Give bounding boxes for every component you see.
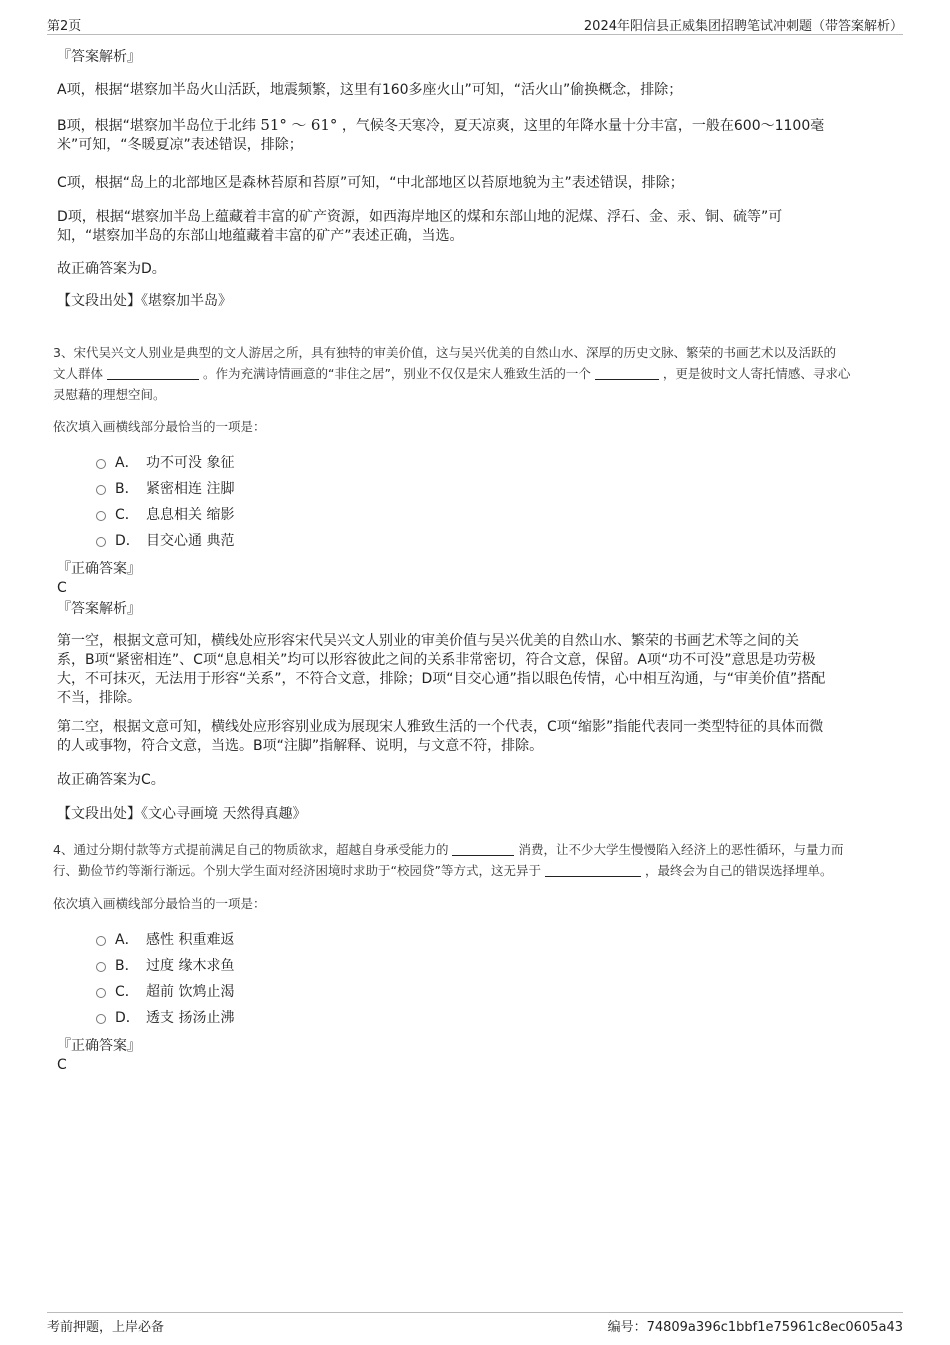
q4-option-d[interactable]: D． 透支 扬汤止沸 <box>57 1005 357 1031</box>
analysis-option-a: A项，根据“堪察加半岛火山活跃，地震频繁，这里有160多座火山”可知，“活火山”偷换概念，排除； <box>57 82 683 98</box>
question-4-stem <box>53 839 898 881</box>
document-title: 2024年阳信县正威集团招聘笔试冲刺题（带答案解析） <box>583 19 903 34</box>
analysis-b-text-2: ，气候冬天寒冷，夏天凉爽，这里的年降水量十分丰富，一般在600～1100毫 <box>341 118 825 134</box>
q3-option-c[interactable]: C． 息息相关 缩影 <box>57 502 357 528</box>
q3-stem-line-1: 3、宋代吴兴文人别业是典型的文人游居之所，具有独特的审美价值，这与吴兴优美的自然山水、深厚的历史文脉、繁荣的书画艺术以及活跃的 <box>53 345 836 360</box>
correct-answer: C <box>57 580 67 596</box>
q4-option-a[interactable]: A． 感性 积重难返 <box>57 927 357 953</box>
radio-button[interactable] <box>96 511 106 521</box>
conclusion: 故正确答案为C。 <box>57 772 165 788</box>
analysis-b-text-1: B项，根据“堪察加半岛位于北纬 <box>57 118 256 134</box>
analysis-d-line-2: 知，“堪察加半岛的东部山地蕴藏着丰富的矿产”表述正确，当选。 <box>57 228 464 244</box>
tilde: ～ <box>291 116 307 134</box>
blank-1 <box>107 365 199 380</box>
radio-button[interactable] <box>96 459 106 469</box>
blank-2 <box>545 862 641 877</box>
analysis-heading: 『答案解析』 <box>57 49 141 65</box>
correct-answer: C <box>57 1057 67 1073</box>
conclusion: 故正确答案为D。 <box>57 261 166 277</box>
analysis-option-d <box>57 208 782 246</box>
q4-stem-line-2b: ，最终会为自己的错误选择埋单。 <box>644 863 833 878</box>
q3-analysis-paragraph-2: 第二空，根据文意可知，横线处应形容别业成为展现宋人雅致生活的一个代表，C项“缩影”指能代表同一类型特征的具体而微 的人或事物，符合文意，当选。B项“注脚”指解释、说明，与文意不符，排除。 <box>57 719 824 754</box>
q4-options <box>57 927 357 1031</box>
blank-1 <box>452 841 514 856</box>
radio-button[interactable] <box>96 962 106 972</box>
q4-option-c[interactable]: C． 超前 饮鸩止渴 <box>57 979 357 1005</box>
q3-options <box>57 450 357 554</box>
q3-stem-line-2c: ，更是彼时文人寄托情感、寻求心 <box>662 366 851 381</box>
q4-instruction: 依次填入画横线部分最恰当的一项是： <box>53 896 266 911</box>
correct-answer-heading: 『正确答案』 <box>57 1038 141 1054</box>
latitude-end: 61° <box>310 116 338 134</box>
footer-slogan: 考前押题，上岸必备 <box>47 1320 165 1335</box>
q3-stem-line-2b: 。作为充满诗情画意的“非住之居”，别业不仅仅是宋人雅致生活的一个 <box>202 366 591 381</box>
analysis-option-b <box>57 116 897 155</box>
page-footer <box>47 1312 903 1335</box>
q3-option-a[interactable]: A． 功不可没 象征 <box>57 450 357 476</box>
page-header <box>47 12 903 35</box>
q4-stem-line-1b: 消费，让不少大学生慢慢陷入经济上的恶性循环，与量力而 <box>518 842 844 857</box>
correct-answer-heading: 『正确答案』 <box>57 561 141 577</box>
analysis-d-line-1: D项，根据“堪察加半岛上蕴藏着丰富的矿产资源，如西海岸地区的煤和东部山地的泥煤、浮石、金、汞、铜、硫等”可 <box>57 209 783 225</box>
blank-2 <box>595 365 659 380</box>
source-citation: 【文段出处】《堪察加半岛》 <box>57 293 232 309</box>
question-3-stem <box>53 342 898 405</box>
q3-option-d[interactable]: D． 目交心通 典范 <box>57 528 357 554</box>
q3-option-b[interactable]: B． 紧密相连 注脚 <box>57 476 357 502</box>
radio-button[interactable] <box>96 485 106 495</box>
analysis-option-c: C项，根据“岛上的北部地区是森林苔原和苔原”可知，“中北部地区以苔原地貌为主”表述错误，排除； <box>57 175 684 191</box>
q3-analysis-paragraph-1: 第一空，根据文意可知，横线处应形容宋代吴兴文人别业的审美价值与吴兴优美的自然山水、繁荣的书画艺术等之间的关 系，B项“紧密相连”、C项“息息相关”均可以形容彼此之间的关系非常密切，符合文意，保留。A项“功不可没”意思是功劳极 大，不可抹灭，无法用于形容“关系”，不符合文意，排除；D项“目交心通”指以眼色传情，心中相互沟通，与“审美价值”搭配 不当，排除。 <box>57 633 826 706</box>
radio-button[interactable] <box>96 936 106 946</box>
q3-stem-line-2a: 文人群体 <box>53 366 104 381</box>
radio-button[interactable] <box>96 1014 106 1024</box>
analysis-heading: 『答案解析』 <box>57 601 141 617</box>
q4-option-b[interactable]: B． 过度 缘木求鱼 <box>57 953 357 979</box>
q4-stem-line-2a: 行、勤俭节约等渐行渐远。个别大学生面对经济困境时求助于“校园贷”等方式，这无异于 <box>53 863 541 878</box>
radio-button[interactable] <box>96 537 106 547</box>
q3-stem-line-3: 灵慰藉的理想空间。 <box>53 387 166 402</box>
latitude-start: 51° <box>260 116 287 134</box>
document-serial: 编号：74809a396c1bbf1e75961c8ec0605a43 <box>607 1320 903 1335</box>
radio-button[interactable] <box>96 988 106 998</box>
q4-stem-line-1a: 4、通过分期付款等方式提前满足自己的物质欲求，超越自身承受能力的 <box>53 842 449 857</box>
page-number: 第2页 <box>47 19 82 34</box>
q3-instruction: 依次填入画横线部分最恰当的一项是： <box>53 419 266 434</box>
source-citation: 【文段出处】《文心寻画境 天然得真趣》 <box>57 806 307 822</box>
analysis-b-text-3: 米”可知，“冬暖夏凉”表述错误，排除； <box>57 137 303 153</box>
